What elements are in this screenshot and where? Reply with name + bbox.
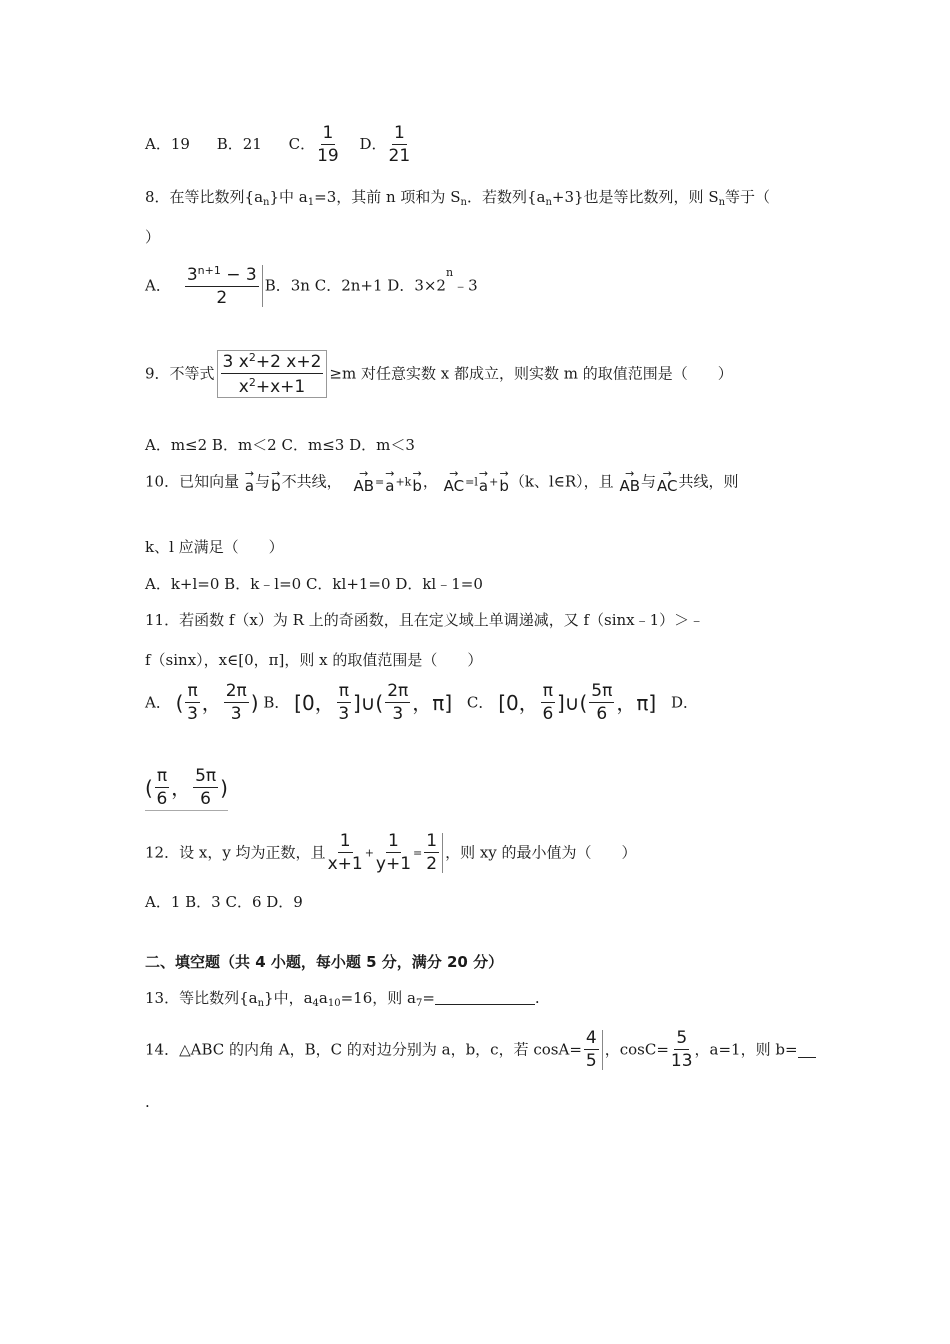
q14-answer-blank[interactable] <box>798 1043 816 1058</box>
q10-stem-line2: k、l 应满足（ ） <box>145 538 284 556</box>
q14-tail: . <box>145 1093 150 1111</box>
q13-stem: 13．等比数列$\{a_n\}$中，$a_4a_{10}=16$，则 $a_7=$ . <box>145 989 540 1009</box>
q12-fraction-3: $\frac{1}{2}$ <box>424 833 443 873</box>
q11-option-d-interval: ( $\frac{\pi}{6}$ ， $\frac{5\pi}{6}$ ) <box>145 766 228 809</box>
q11-options: A． ( $\frac{\pi}{3}$ ， $\frac{2\pi}{3}$ ) B． [0， $\frac{\pi}{3}$ ]∪( $\frac{2\pi}{3}$ ，π] C． [0， $\frac{\pi}{6}$ ]∪( $\frac{5\pi}{6}$ ，π] D． <box>145 681 698 724</box>
q12-options: A．1 B．3 C．6 D．9 <box>145 893 303 911</box>
vector-b: → b <box>271 467 281 495</box>
section-2-title: 二、填空题（共 4 小题，每小题 5 分，满分 20 分） <box>145 953 504 971</box>
q13-answer-blank[interactable] <box>435 990 535 1005</box>
q11-stem-line2: f（sinx），x∈[0，π]，则 x 的取值范围是（ ） <box>145 651 483 669</box>
vector-ac-2: → AC <box>657 467 678 495</box>
vector-ab-2: → AB <box>619 467 640 495</box>
q12-fraction-2: $\frac{1}{y+1}$ <box>375 831 412 874</box>
q8-stem-close: ） <box>145 228 161 246</box>
q11-option-a-interval: ( $\frac{\pi}{3}$ ， $\frac{2\pi}{3}$ ) <box>175 681 259 724</box>
vector-a-2: → a <box>385 467 395 495</box>
q7-options <box>145 125 412 165</box>
q14-cosC-fraction: $\frac{5}{13}$ <box>670 1028 693 1071</box>
vector-b-3: → b <box>499 467 509 495</box>
q11-option-c-interval: [0， $\frac{\pi}{6}$ ]∪( $\frac{5\pi}{6}$ ，π] <box>498 681 657 724</box>
q7-option-d-fraction: $\frac{1}{21}$ <box>388 123 411 166</box>
vector-ab: → AB <box>353 467 374 495</box>
q14-cosA-fraction: $\frac{4}{5}$ <box>584 1030 603 1070</box>
q8-stem: 8．在等比数列$\{a_n\}$中 $a_1=3$，其前 n 项和为 $S_n$．若数列$\{a_n+3\}$也是等比数列，则 $S_n$等于（ <box>145 188 771 208</box>
q11-option-b-interval: [0， $\frac{\pi}{3}$ ]∪( $\frac{2\pi}{3}$ ，π] <box>294 681 453 724</box>
q8-option-a-fraction: $\frac{3^{n+1} - 3}{2}$ <box>185 265 263 307</box>
vector-a: → a <box>244 467 255 495</box>
q12-stem: 12．设 x，y 均为正数，且 $\frac{1}{x+1}$ + $\frac{1}{y+1}$ = $\frac{1}{2}$ ，则 xy 的最小值为（ ） <box>145 831 637 874</box>
q10-stem: 10．已知向量 → a 与 → b 不共线， → AB = → a +k → b ， → AC =l → a + → b （k、l∈R），且 → AB 与 → AC 共线，则 <box>145 467 739 495</box>
vector-a-3: → a <box>478 467 489 495</box>
q7-option-d-label: D． <box>359 135 387 153</box>
q7-option-c-label: C． <box>288 135 316 153</box>
q7-option-c-fraction: $\frac{1}{19}$ <box>317 123 339 166</box>
q9-options: A．m≤2 B．m＜2 C．m≤3 D．m＜3 <box>145 436 415 454</box>
q8-options: A． $\frac{3^{n+1} - 3}{2}$ B．3n C．2n+1 D．$3\times 2^n﹣3$ <box>145 264 478 308</box>
q14-stem: 14．△ABC 的内角 A，B，C 的对边分别为 a，b，c，若 cosA= $\frac{4}{5}$ ，cosC= $\frac{5}{13}$ ，a=1，则 b= <box>145 1030 816 1070</box>
q7-option-b: B．21 <box>216 135 262 153</box>
q9-fraction: $\frac{3 x^2+2 x+2}{x^2+x+1}$ <box>217 350 328 398</box>
q10-options: A．k+l=0 B．k﹣l=0 C．kl+1=0 D．kl﹣1=0 <box>145 575 483 593</box>
vector-ac: → AC <box>443 467 465 495</box>
q7-option-a: A．19 <box>145 135 190 153</box>
vector-b-2: → b <box>412 467 422 495</box>
q12-fraction-1: $\frac{1}{x+1}$ <box>327 831 363 874</box>
q11-stem-line1: 11．若函数 f（x）为 R 上的奇函数，且在定义域上单调递减，又 f（sinx﹣1）＞﹣ <box>145 611 705 629</box>
q9-stem: 9．不等式 $\frac{3 x^2+2 x+2}{x^2+x+1}$ ≥m 对任意实数 x 都成立，则实数 m 的取值范围是（ ） <box>145 351 733 397</box>
